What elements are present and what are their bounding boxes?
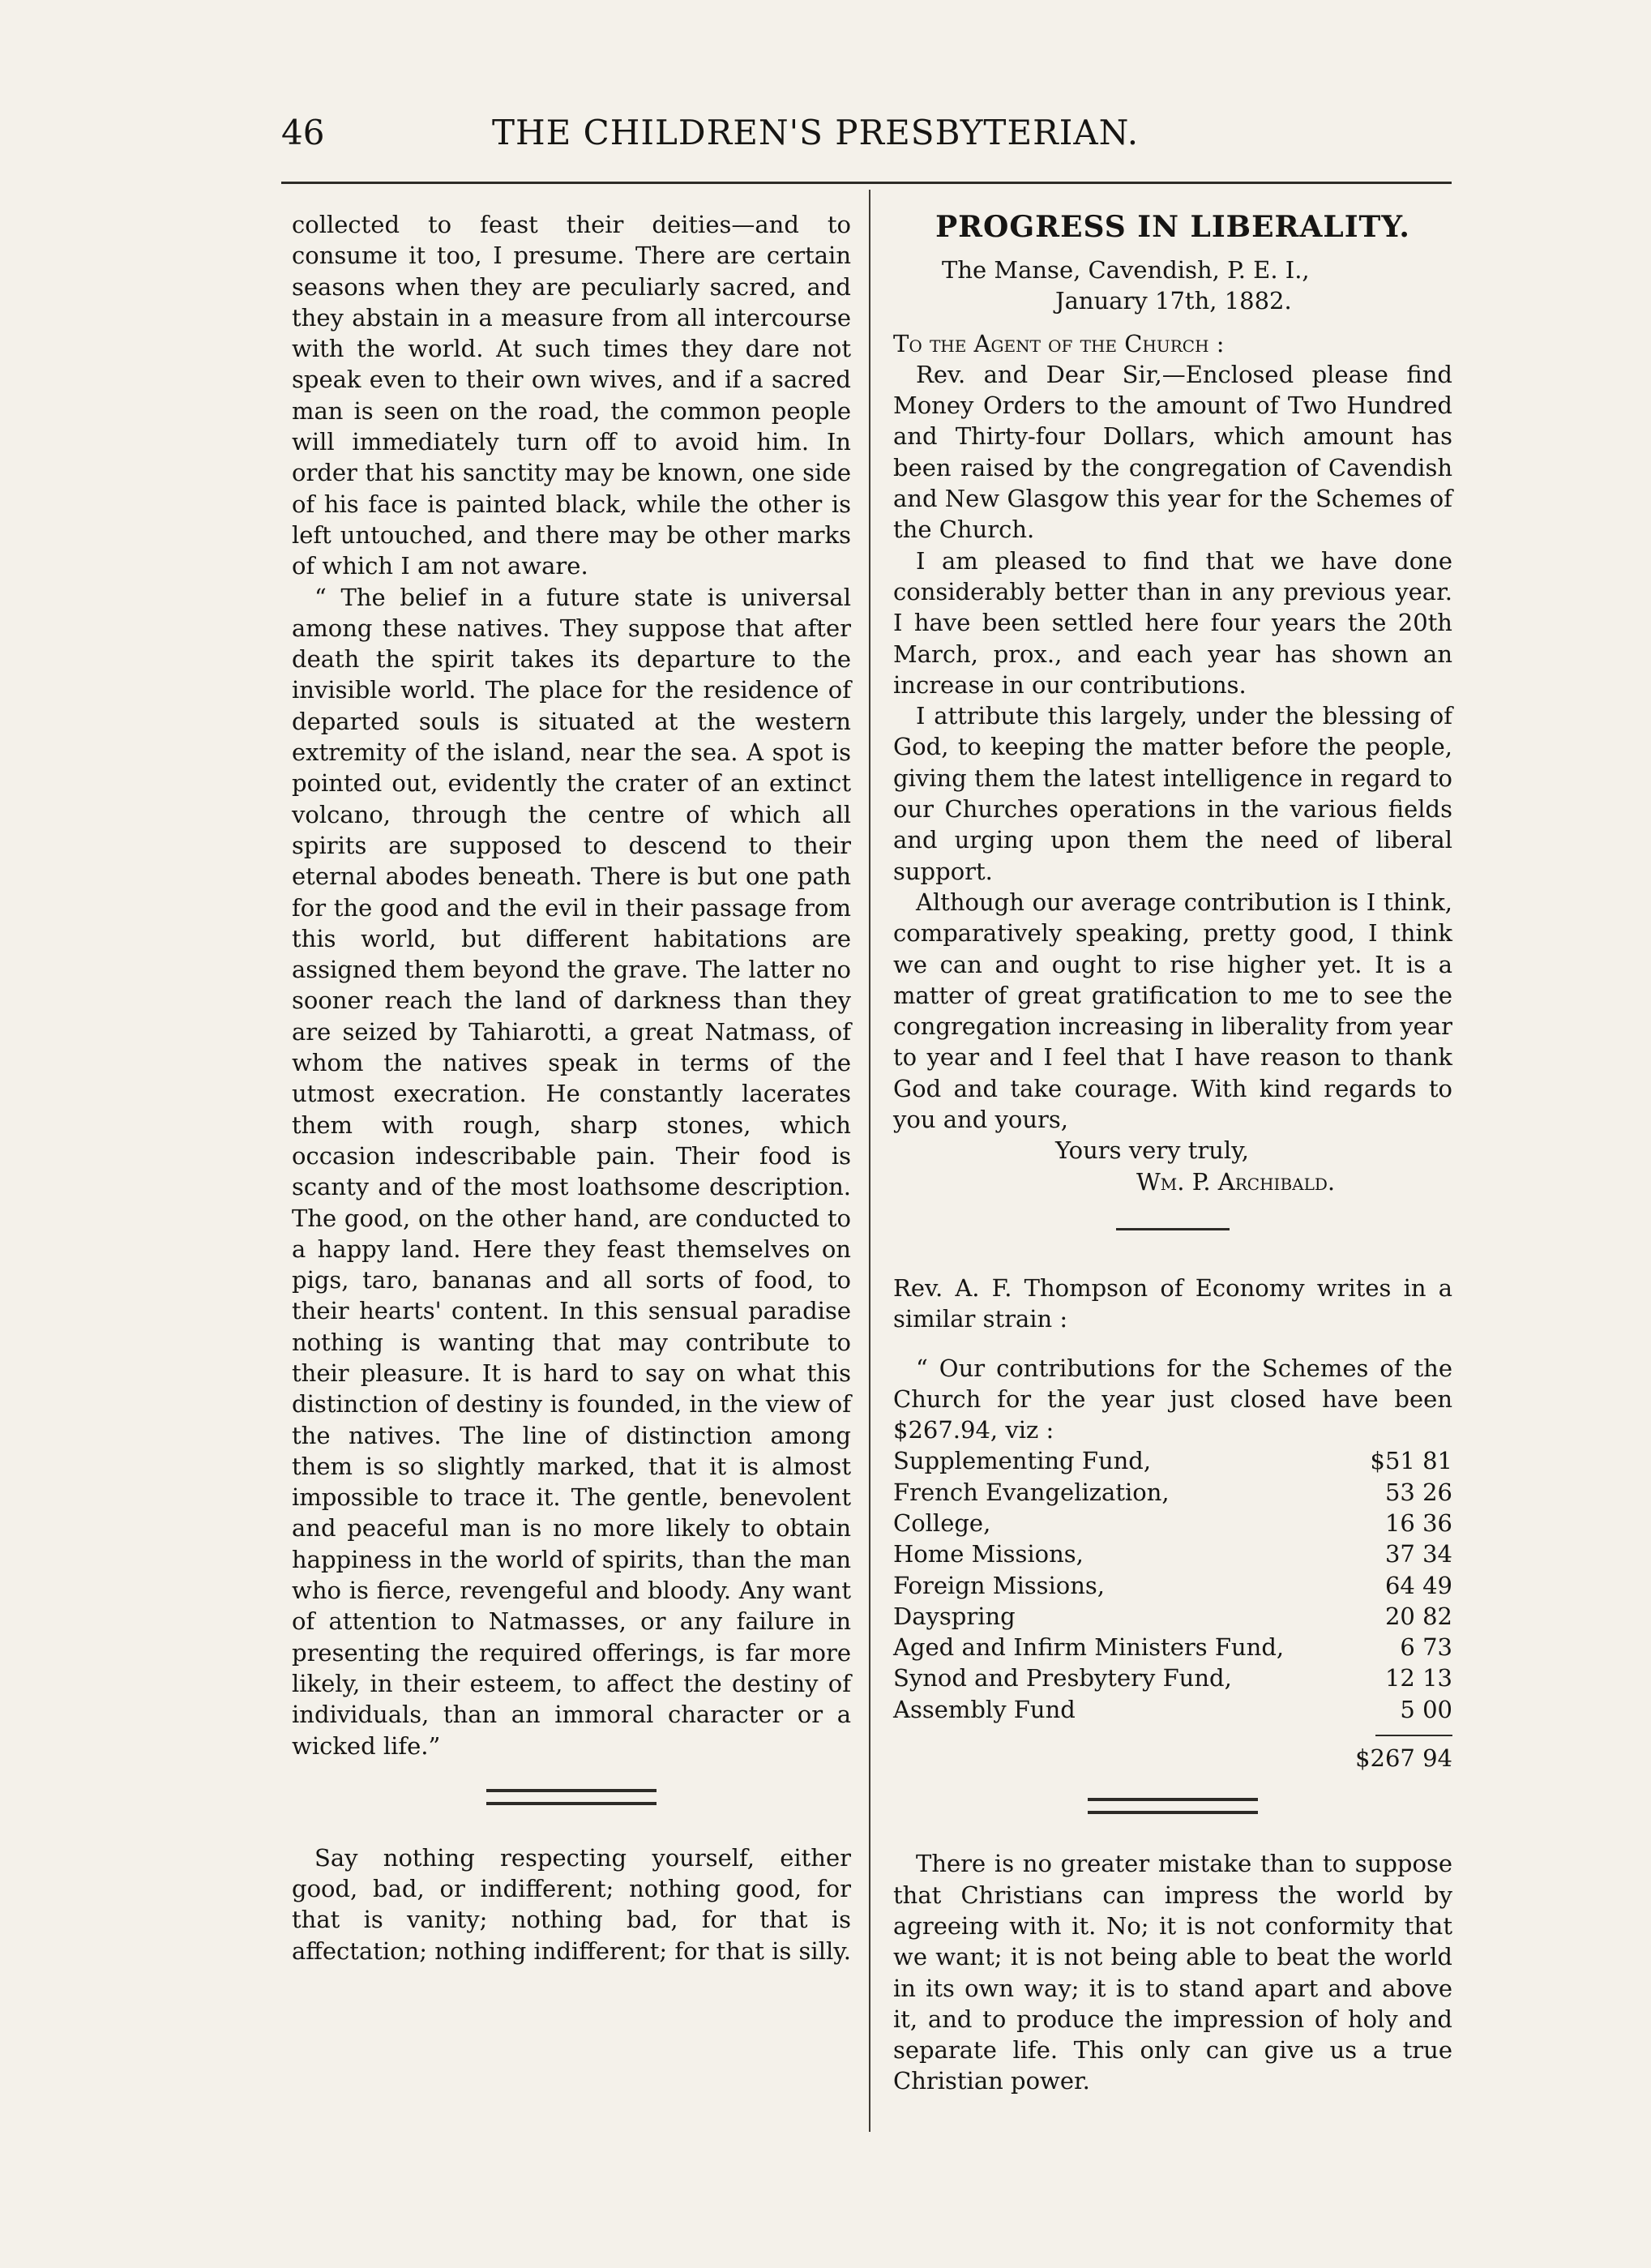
dateline-date: January 17th, 1882. (1055, 287, 1292, 315)
fund-name: French Evangelization, (893, 1478, 1170, 1506)
right-column (893, 209, 1452, 2097)
conformity-paragraph: There is no greater mistake than to suppose that Christians can impress the world by agreeing with it. No; it is not conformity that we want; it is not being able to beat the world in its own way; it is to stand apart and above it, and to produce the impression of holy and separate life. This only can give us a true Christian power. (893, 1850, 1452, 2095)
fund-row (893, 1694, 1452, 1725)
sum-rule (1375, 1735, 1452, 1736)
fund-amount: 16 36 (1384, 1508, 1452, 1537)
fund-name: Foreign Missions, (893, 1571, 1105, 1599)
dateline-place: The Manse, Cavendish, P. E. I., (942, 256, 1310, 284)
letter-paragraph: I attribute this largely, under the blessing of God, to keeping the matter before the people, giving them the latest intelligence in regard to our Churches operations in the various fields and urging upon them the need of liberal support. (893, 702, 1452, 885)
fund-amount: $51 81 (1370, 1447, 1452, 1475)
fund-name: Assembly Fund (893, 1695, 1076, 1723)
letter-paragraph: I am pleased to find that we have done considerably better than in any previous year. I have been settled here four years the 20th March, prox., and each year has shown an increase in our contributions. (893, 546, 1452, 699)
letter-closing: Yours very truly, (1055, 1136, 1249, 1165)
letter-paragraph: Although our average contribution is I think, comparatively speaking, pretty good, I think we can and ought to rise higher yet. It is a matter of great gratification to me to see the congregation increasing in liberality from year to year and I feel that I have reason to thank God and take courage. With kind regards to you and yours, (893, 888, 1452, 1134)
fund-row (893, 1477, 1452, 1508)
fund-amount: 12 13 (1384, 1664, 1452, 1692)
section-divider (486, 1789, 657, 1805)
continued-paragraph: collected to feast their deities—and to consume it too, I presume. There are certain seasons when they are peculiarly sacred, and they abstain in a measure from all intercourse with the world. At such times they dare not speak even to their own wives, and if a sacred man is seen on the road, the common people will immediately turn off to avoid him. In order that his sanctity may be known, one side of his face is painted black, while the other is left untouched, and there may be other marks of which I am not aware. (292, 211, 851, 580)
fund-name: Dayspring (893, 1602, 1016, 1630)
fund-row (893, 1538, 1452, 1569)
fund-amount: 53 26 (1384, 1478, 1452, 1506)
fund-row (893, 1601, 1452, 1632)
fund-amount: 64 49 (1384, 1571, 1452, 1599)
second-letter-quote: “ Our contributions for the Schemes of the Church for the year just closed have been $267.94, viz : (893, 1354, 1452, 1444)
fund-amount: 6 73 (1400, 1633, 1452, 1662)
letter-paragraph: Rev. and Dear Sir,—Enclosed please find Money Orders to the amount of Two Hundred and Thirty-four Dollars, which amount has been raised by the congregation of Cavendish and New Glasgow this year for the Schemes of the Church. (893, 360, 1452, 544)
left-column (292, 209, 851, 1966)
fund-name: Aged and Infirm Ministers Fund, (893, 1633, 1285, 1662)
header-rule (281, 182, 1452, 184)
column-divider (869, 190, 870, 2132)
fund-name: Synod and Presbytery Fund, (893, 1664, 1232, 1692)
fund-table (893, 1445, 1452, 1725)
running-title: THE CHILDREN'S PRESBYTERIAN. (492, 113, 1140, 152)
maxim-paragraph: Say nothing respecting yourself, either good, bad, or indifferent; nothing good, for that is vanity; nothing bad, for that is affectation; nothing indifferent; for that is silly. (292, 1843, 851, 1965)
fund-amount: 20 82 (1384, 1602, 1452, 1630)
article-title: PROGRESS IN LIBERALITY. (935, 210, 1410, 244)
fund-name: College, (893, 1508, 991, 1537)
fund-row (893, 1570, 1452, 1601)
fund-total: $267 94 (1355, 1744, 1452, 1773)
fund-name: Home Missions, (893, 1540, 1084, 1568)
fund-name: Supplementing Fund, (893, 1447, 1152, 1475)
fund-row (893, 1632, 1452, 1662)
fund-row (893, 1662, 1452, 1693)
letter-signature: Wm. P. Archibald. (1136, 1167, 1336, 1196)
section-divider (1116, 1228, 1230, 1230)
fund-row (893, 1508, 1452, 1538)
second-letter-intro: Rev. A. F. Thompson of Economy writes in a similar strain : (893, 1273, 1452, 1333)
page-number: 46 (281, 113, 325, 152)
belief-paragraph: “ The belief in a future state is universal among these natives. They suppose that after death the spirit takes its departure to the invisible world. The place for the residence of departed souls is situated at the western extremity of the island, near the sea. A spot is pointed out, evidently the crater of an extinct volcano, through the centre of which all spirits are supposed to descend to their eternal abodes beneath. There is but one path for the good and the evil in their passage from this world, but different habitations are assigned them beyond the grave. The latter no sooner reach the land of darkness than they are seized by Tahiarotti, a great Natmass, of whom the natives speak in terms of the utmost execration. He constantly lacerates them with rough, sharp stones, which occasion indescribable pain. Their food is scanty and of the most loathsome description. The good, on the other hand, are conducted to a happy land. Here they feast themselves on pigs, taro, bananas and all sorts of food, to their hearts' content. In this sensual paradise nothing is wanting that may contribute to their pleasure. It is hard to say on what this distinction of destiny is founded, in the view of the natives. The line of distinction among them is so slightly marked, that it is almost impossible to trace it. The gentle, benevolent and peaceful man is no more likely to obtain happiness in the world of spirits, than the man who is fierce, revengeful and bloody. Any want of attention to Natmasses, or any failure in presenting the required offerings, is far more likely, in their esteem, to affect the destiny of individuals, than an immoral character or a wicked life.” (292, 583, 851, 1760)
fund-amount: 37 34 (1384, 1540, 1452, 1568)
page-header (281, 112, 1452, 169)
fund-row (893, 1445, 1452, 1476)
fund-amount: 5 00 (1400, 1695, 1452, 1723)
section-divider (1088, 1798, 1258, 1814)
letter-addressee: To the Agent of the Church : (893, 329, 1225, 357)
